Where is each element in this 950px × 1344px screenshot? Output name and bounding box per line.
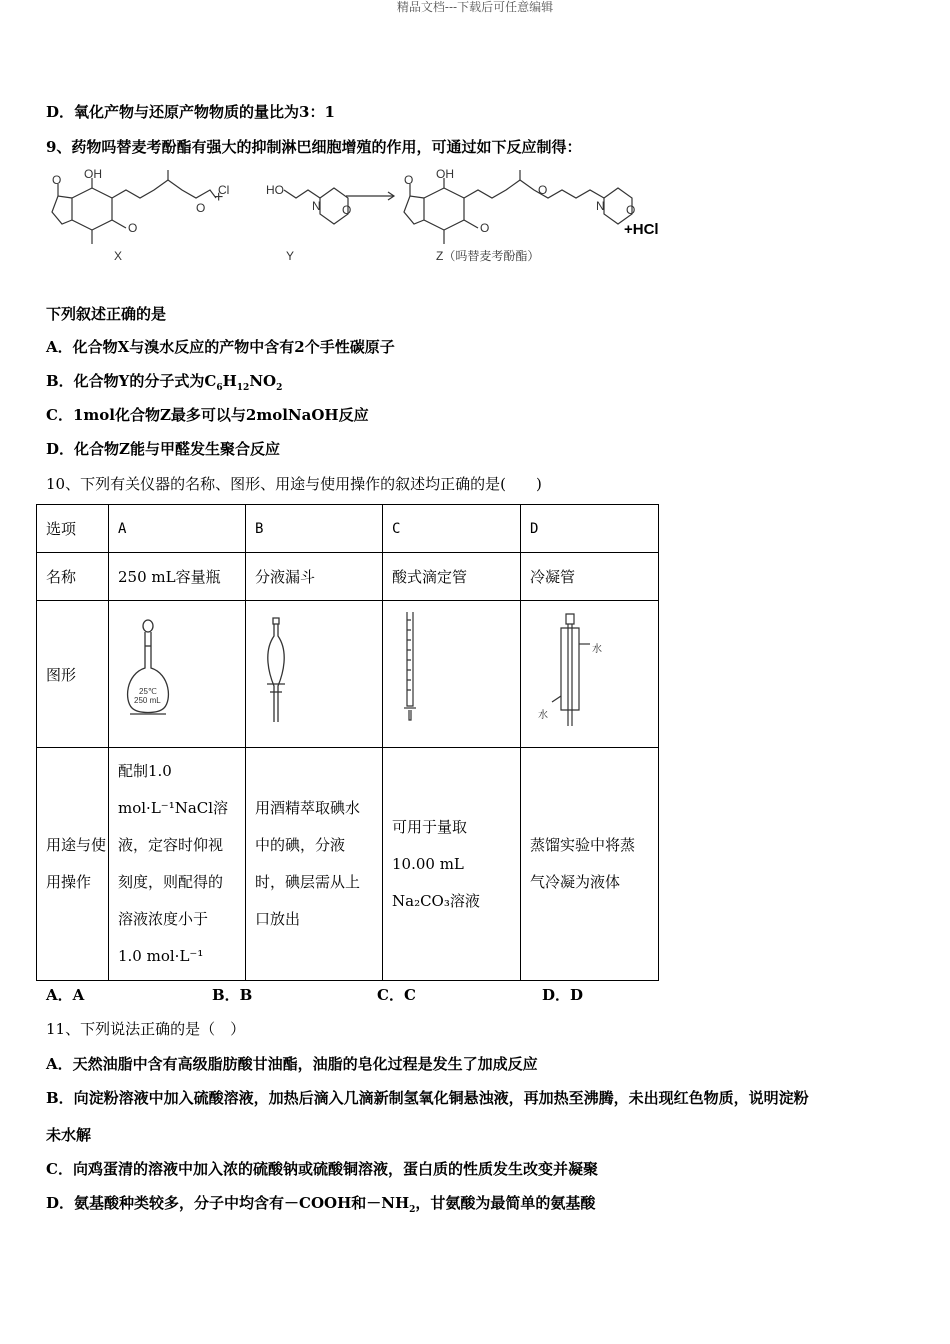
name-b: 分液漏斗 (246, 553, 383, 601)
q9-stem: 9、药物吗替麦考酚酯有强大的抑制淋巴细胞增殖的作用，可通过如下反应制得： (46, 138, 582, 156)
q9-option-c: C．1mol化合物Z最多可以与2molNaOH反应 (46, 406, 369, 424)
q10-answer-b: B．B (212, 986, 253, 1004)
x-atom-o: O (52, 173, 62, 187)
figure-d (521, 601, 659, 748)
row-label-name: 名称 (37, 553, 109, 601)
q10-table (36, 504, 659, 981)
name-d: 冷凝管 (521, 553, 659, 601)
z-atom-o: O (404, 173, 414, 187)
row-label-figure: 图形 (37, 601, 109, 748)
page-header: 精品文档---下载后可任意编辑 (396, 0, 554, 14)
q11-option-c: C．向鸡蛋清的溶液中加入浓的硫酸钠或硫酸铜溶液，蛋白质的性质发生改变并凝聚 (46, 1160, 598, 1178)
usage-b: 用酒精萃取碘水 中的碘，分液 时，碘层需从上 口放出 (246, 748, 383, 981)
header-d: D (521, 505, 659, 553)
x-atom-oh: OH (84, 168, 102, 181)
hcl-product: +HCl (624, 221, 659, 238)
x-atom-ome: O (128, 221, 138, 235)
y-label: Y (286, 249, 295, 263)
name-a: 250 mL容量瓶 (109, 553, 246, 601)
q11-option-b: B．向淀粉溶液中加入硫酸溶液，加热后滴入几滴新制氢氧化铜悬浊液，再加热至沸腾，未出现红色物质，说明淀粉 (46, 1089, 809, 1107)
separatory-funnel-figure (255, 602, 375, 742)
y-atom-n: N (312, 199, 321, 213)
q8-option-d: D．氧化产物与还原产物物质的量比为3：1 (46, 103, 335, 121)
q11-option-d: D．氨基酸种类较多，分子中均含有－COOH和$-NH_2$，甘氨酸为最简单的氨基酸 (46, 1194, 596, 1215)
q10-answer-d: D．D (542, 986, 584, 1004)
q10-stem: 10、下列有关仪器的名称、图形、用途与使用操作的叙述均正确的是( ) (46, 475, 542, 493)
flask-label-volume: 250 mL (134, 696, 161, 705)
q9-prompt: 下列叙述正确的是 (46, 305, 167, 323)
header-b: B (246, 505, 383, 553)
z-label: Z（吗替麦考酚酯） (436, 249, 540, 263)
usage-d: 蒸馏实验中将蒸 气冷凝为液体 (521, 748, 659, 981)
figure-c (383, 601, 521, 748)
q11-stem: 11、下列说法正确的是（ ） (46, 1020, 246, 1038)
reaction-scheme (44, 168, 674, 268)
q9-option-a: A．化合物X与溴水反应的产物中含有2个手性碳原子 (46, 338, 395, 356)
q11-option-a: A．天然油脂中含有高级脂肪酸甘油酯，油脂的皂化过程是发生了加成反应 (46, 1055, 538, 1073)
x-label: X (114, 249, 123, 263)
flask-label-temp: 25℃ (139, 687, 157, 696)
z-atom-ome: O (480, 221, 490, 235)
figure-a (109, 601, 246, 748)
row-label-usage: 用途与使用操作 (37, 748, 109, 981)
x-atom-carbonyl: O (196, 201, 206, 215)
header-c: C (383, 505, 521, 553)
burette-figure (392, 602, 512, 742)
figure-b (246, 601, 383, 748)
q9-option-d: D．化合物Z能与甲醛发生聚合反应 (46, 440, 280, 458)
water-in-label: 水 (538, 710, 548, 721)
header-a: A (109, 505, 246, 553)
q10-answer-a: A．A (46, 986, 85, 1004)
q9-option-b: B．化合物Y的分子式为$C_6H_{12}NO_2$ (46, 372, 283, 393)
y-atom-o: O (342, 203, 352, 217)
usage-a: 配制1.0 mol·L⁻¹NaCl溶 液，定容时仰视 刻度，则配得的 溶液浓度小于 1.0 mol·L⁻¹ (109, 748, 246, 981)
row-label-option: 选项 (37, 505, 109, 553)
condenser-figure (530, 602, 650, 742)
y-atom-ho: HO (266, 183, 284, 197)
usage-c: 可用于量取 10.00 mL Na₂CO₃溶液 (383, 748, 521, 981)
plus-sign: + (214, 189, 224, 206)
q10-answer-c: C．C (377, 986, 416, 1004)
x-atom-cl: Cl (218, 183, 230, 197)
z-atom-ester: O (538, 183, 548, 197)
z-atom-n: N (596, 199, 605, 213)
z-atom-oh: OH (436, 168, 454, 181)
name-c: 酸式滴定管 (383, 553, 521, 601)
volumetric-flask-figure (118, 602, 238, 742)
z-atom-o2: O (626, 203, 636, 217)
q11-option-b-cont: 未水解 (46, 1126, 92, 1144)
water-out-label: 水 (592, 644, 602, 655)
